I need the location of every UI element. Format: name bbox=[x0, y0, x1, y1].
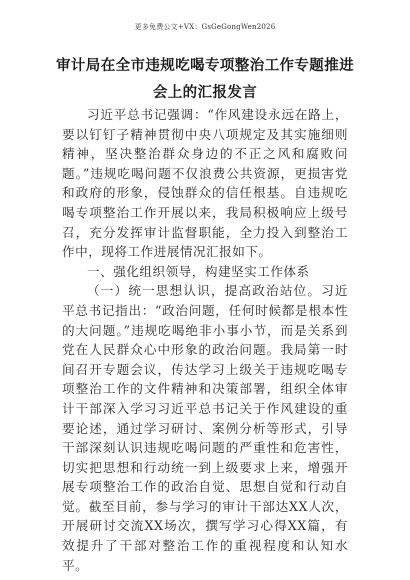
document-title: 审计局在全市违规吃喝专项整治工作专题推进会上的汇报发言 bbox=[56, 57, 354, 101]
intro-paragraph: 习近平总书记强调：“作风建设永远在路上，要以钉钉子精神贯彻中央八项规定及其实施细则精神，坚决整治群众身边的不正之风和腐败问题。”违规吃喝问题不仅浪费公共资源，更损害党和政府的形象，侵蚀群众的信任根基。自违规吃喝专项整治工作开展以来，我局积极响应上级号召，充分发挥审计监督职能，全力投入到整治工作中，现将工作进展情况汇报如下。 bbox=[62, 107, 348, 260]
subsection-paragraph-1: （一）统一思想认识，提高政治站位。习近平总书记指出：“政治问题，任何时候都是根本性的大问题。”违规吃喝绝非小事小节，而是关系到党在人民群众心中形象的政治问题。我局第一时间召开专题会议，传达学习上级关于违规吃喝专项整治工作的文件精神和决策部署，组织全体审计干部深入学习习近平总书记关于作风建设的重要论述，通过学习研讨、案例分析等形式，引导干部深刻认识违规吃喝问题的严重性和危害性，切实把思想和行动统一到上级要求上来，增强开展专项整治工作的政治自觉、思想自觉和行动自觉。截至目前，参与学习的审计干部达XX人次，开展研讨交流XX场次，撰写学习心得XX篇，有效提升了干部对整治工作的重视程度和认知水平。 bbox=[62, 283, 348, 573]
watermark-text: 更多免费公文+VX：GsGeGongWen2026 bbox=[134, 23, 276, 31]
document-body bbox=[62, 105, 348, 575]
section-heading-1: 一、强化组织领导，构建坚实工作体系 bbox=[87, 263, 310, 279]
